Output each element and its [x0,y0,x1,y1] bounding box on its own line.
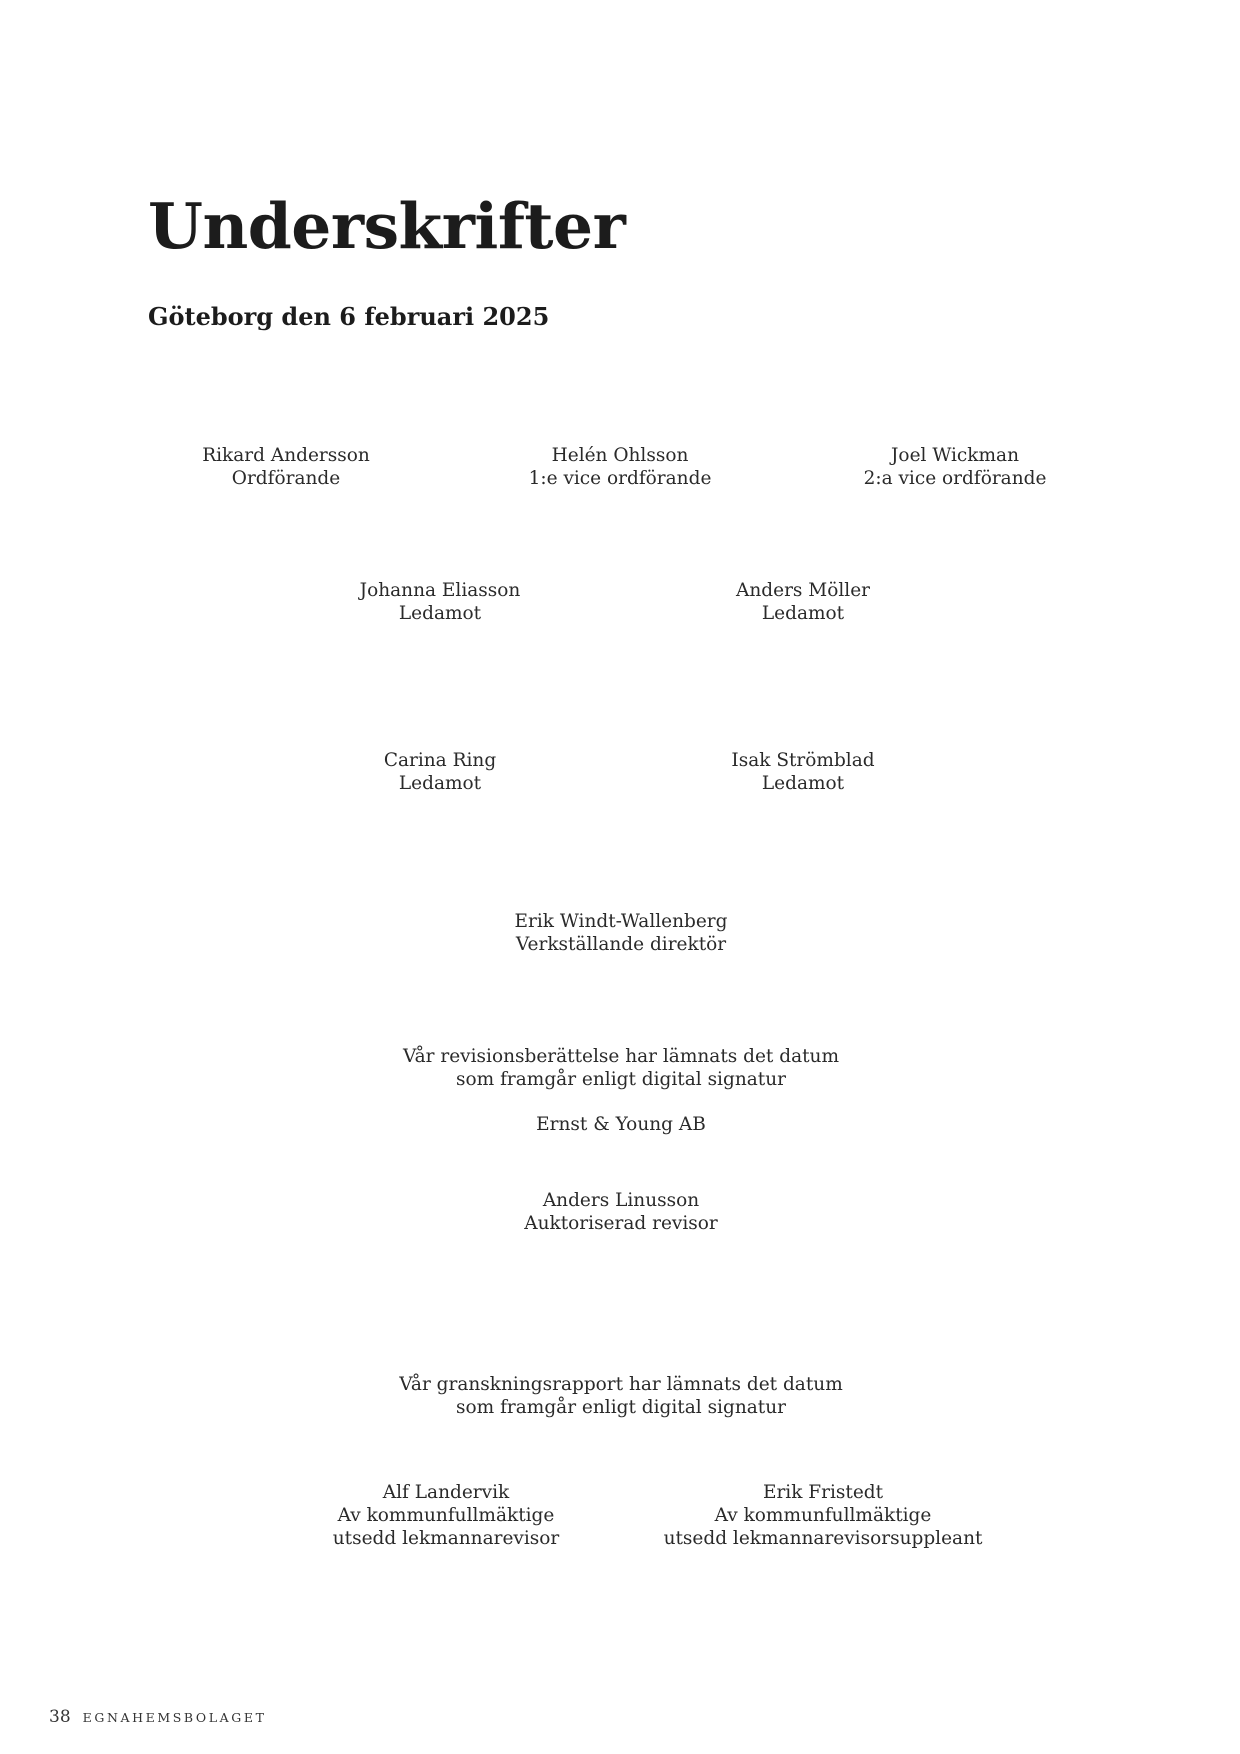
signatory-role: Av kommunfullmäktige [337,1505,555,1526]
signatory-name: Isak Strömblad [731,750,875,771]
signatory-name: Rikard Andersson [202,445,370,466]
signatory-name: Joel Wickman [891,445,1019,466]
signatory-role: Auktoriserad revisor [524,1213,718,1234]
review-statement-line: Vår granskningsrapport har lämnats det datum [399,1374,843,1395]
signatory-role: utsedd lekmannarevisorsuppleant [663,1528,983,1549]
page-title: Underskrifter [148,189,626,263]
signatory-name: Anders Möller [736,580,870,601]
audit-firm-name: Ernst & Young AB [536,1114,706,1135]
audit-firm [361,1113,881,1136]
review-statement-line: som framgår enligt digital signatur [456,1397,786,1418]
signature-block-joel-wickman [695,444,1215,490]
signatory-name: Erik Windt-Wallenberg [514,911,728,932]
signatory-name: Johanna Eliasson [359,580,521,601]
page-number: 38 [49,1707,71,1727]
signature-block-anders-moller [543,579,1063,625]
footer-brand: EGNAHEMSBOLAGET [82,1710,267,1725]
signatory-name: Anders Linusson [542,1190,700,1211]
signatory-role: 1:e vice ordförande [528,468,712,489]
signatory-name: Alf Landervik [382,1482,510,1503]
signatory-role: Ledamot [761,773,845,794]
signatory-role: Ledamot [398,603,482,624]
signatory-role: Ledamot [398,773,482,794]
audit-statement-line: som framgår enligt digital signatur [456,1069,786,1090]
signatory-role: Ledamot [761,603,845,624]
signature-block-erik-windt-wallenberg [361,910,881,956]
signatory-name: Carina Ring [383,750,497,771]
place-and-date: Göteborg den 6 februari 2025 [148,302,550,331]
audit-statement [361,1045,881,1091]
signature-block-erik-fristedt [563,1481,1083,1550]
signatory-name: Helén Ohlsson [551,445,689,466]
page-footer [49,1707,267,1727]
signatory-name: Erik Fristedt [762,1482,884,1503]
signatory-role: utsedd lekmannarevisor [332,1528,560,1549]
audit-statement-line: Vår revisionsberättelse har lämnats det datum [402,1046,840,1067]
signature-block-anders-linusson [361,1189,881,1235]
signatory-role: Verkställande direktör [515,934,727,955]
signatory-role: 2:a vice ordförande [863,468,1047,489]
review-statement [361,1373,881,1419]
signatory-role: Av kommunfullmäktige [714,1505,932,1526]
signature-block-isak-stromblad [543,749,1063,795]
signatory-role: Ordförande [231,468,341,489]
